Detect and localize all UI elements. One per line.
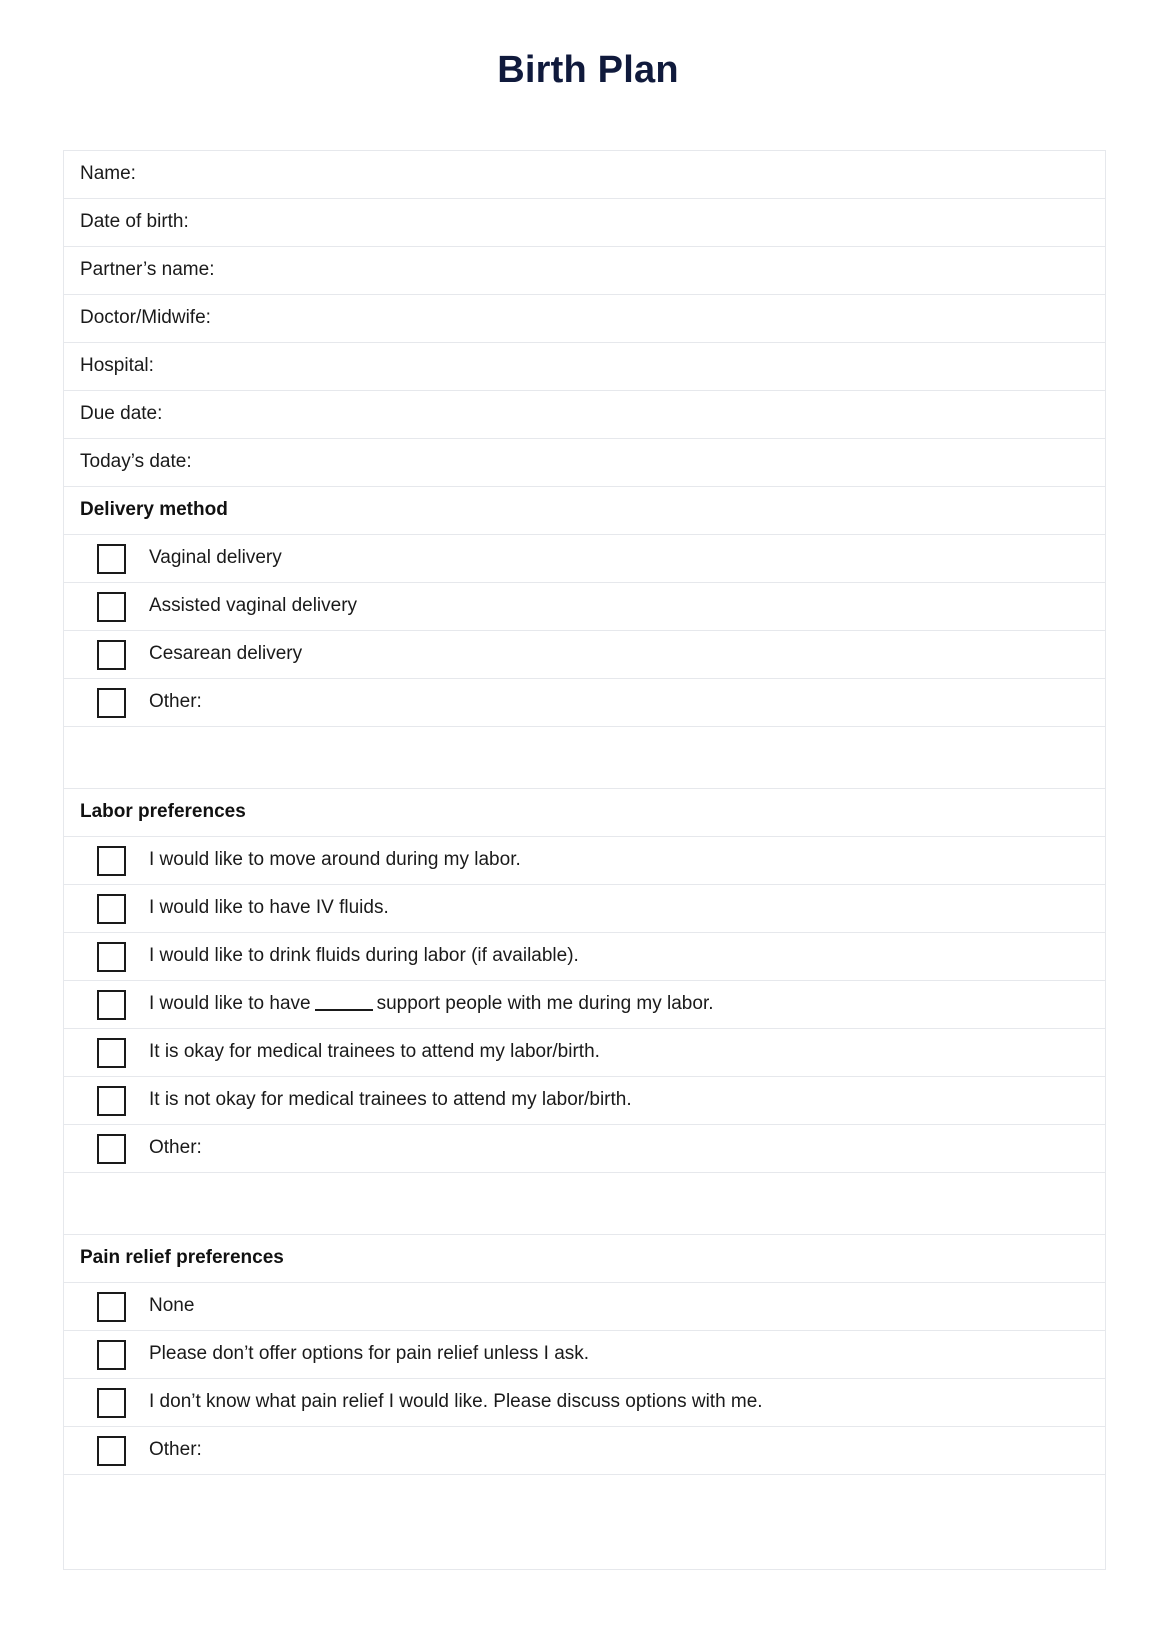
blank-fill-input[interactable] <box>315 1009 373 1011</box>
option-row-delivery-other[interactable] <box>64 679 1105 727</box>
empty-checkbox-icon[interactable] <box>97 1340 126 1370</box>
option-label: It is not okay for medical trainees to attend my labor/birth. <box>149 1089 632 1111</box>
section-title: Delivery method <box>80 499 228 521</box>
option-label-prefix: I would like to have <box>149 993 311 1015</box>
section-header-pain-relief-preferences <box>64 1235 1105 1283</box>
form-row-doctor-midwife[interactable] <box>64 295 1105 343</box>
field-label-hospital: Hospital: <box>80 355 154 377</box>
option-label: Other: <box>149 691 202 713</box>
option-row-trainees-okay[interactable] <box>64 1029 1105 1077</box>
option-row-assisted-vaginal-delivery[interactable] <box>64 583 1105 631</box>
form-row-todays-date[interactable] <box>64 439 1105 487</box>
empty-checkbox-icon[interactable] <box>97 544 126 574</box>
option-row-trainees-not-okay[interactable] <box>64 1077 1105 1125</box>
birth-plan-form-table <box>63 150 1106 1570</box>
form-row-hospital[interactable] <box>64 343 1105 391</box>
option-row-dont-offer-options[interactable] <box>64 1331 1105 1379</box>
empty-checkbox-icon[interactable] <box>97 1292 126 1322</box>
option-label: Other: <box>149 1439 202 1461</box>
form-row-name[interactable] <box>64 151 1105 199</box>
field-label-todays-date: Today’s date: <box>80 451 192 473</box>
option-row-move-around[interactable] <box>64 837 1105 885</box>
empty-checkbox-icon[interactable] <box>97 1038 126 1068</box>
field-label-name: Name: <box>80 163 136 185</box>
empty-checkbox-icon[interactable] <box>97 592 126 622</box>
option-label: I would like to move around during my labor. <box>149 849 521 871</box>
section-header-delivery-method <box>64 487 1105 535</box>
form-row-due-date[interactable] <box>64 391 1105 439</box>
empty-checkbox-icon[interactable] <box>97 990 126 1020</box>
empty-checkbox-icon[interactable] <box>97 942 126 972</box>
option-label: It is okay for medical trainees to attend my labor/birth. <box>149 1041 600 1063</box>
option-row-cesarean-delivery[interactable] <box>64 631 1105 679</box>
option-label: Vaginal delivery <box>149 547 282 569</box>
spacer-row-pain-relief-preferences[interactable] <box>64 1475 1105 1570</box>
empty-checkbox-icon[interactable] <box>97 1134 126 1164</box>
option-row-discuss-options[interactable] <box>64 1379 1105 1427</box>
field-label-due-date: Due date: <box>80 403 163 425</box>
spacer-row-delivery-method[interactable] <box>64 727 1105 789</box>
option-row-pain-none[interactable] <box>64 1283 1105 1331</box>
empty-checkbox-icon[interactable] <box>97 640 126 670</box>
empty-checkbox-icon[interactable] <box>97 1436 126 1466</box>
option-label: Other: <box>149 1137 202 1159</box>
option-label: Assisted vaginal delivery <box>149 595 358 617</box>
option-row-drink-fluids[interactable] <box>64 933 1105 981</box>
option-row-vaginal-delivery[interactable] <box>64 535 1105 583</box>
empty-checkbox-icon[interactable] <box>97 1086 126 1116</box>
field-label-doctor-midwife: Doctor/Midwife: <box>80 307 211 329</box>
option-label: Cesarean delivery <box>149 643 303 665</box>
empty-checkbox-icon[interactable] <box>97 1388 126 1418</box>
field-label-date-of-birth: Date of birth: <box>80 211 189 233</box>
form-row-date-of-birth[interactable] <box>64 199 1105 247</box>
option-row-pain-other[interactable] <box>64 1427 1105 1475</box>
empty-checkbox-icon[interactable] <box>97 894 126 924</box>
section-title: Labor preferences <box>80 801 246 823</box>
field-label-partners-name: Partner’s name: <box>80 259 215 281</box>
option-label: I would like to have IV fluids. <box>149 897 389 919</box>
spacer-row-labor-preferences[interactable] <box>64 1173 1105 1235</box>
option-label: None <box>149 1295 195 1317</box>
option-label: I would like to drink fluids during labor (if available). <box>149 945 579 967</box>
section-header-labor-preferences <box>64 789 1105 837</box>
section-title: Pain relief preferences <box>80 1247 284 1269</box>
option-label-suffix: support people with me during my labor. <box>376 993 714 1015</box>
option-row-support-people[interactable] <box>64 981 1105 1029</box>
option-row-iv-fluids[interactable] <box>64 885 1105 933</box>
option-label: Please don’t offer options for pain relief unless I ask. <box>149 1343 590 1365</box>
option-label: I don’t know what pain relief I would like. Please discuss options with me. <box>149 1391 763 1413</box>
form-row-partners-name[interactable] <box>64 247 1105 295</box>
option-row-labor-other[interactable] <box>64 1125 1105 1173</box>
page-title: Birth Plan <box>497 49 679 91</box>
option-label-support-people <box>149 993 714 1016</box>
empty-checkbox-icon[interactable] <box>97 688 126 718</box>
empty-checkbox-icon[interactable] <box>97 846 126 876</box>
